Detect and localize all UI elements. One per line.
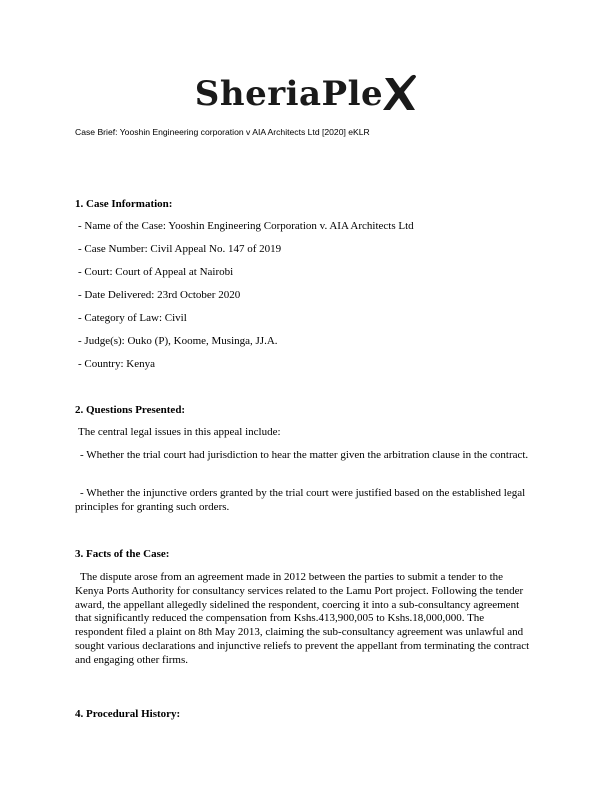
logo-wordmark: SheriaPle — [194, 74, 384, 114]
question-jurisdiction: - Whether the trial court had jurisdiction to hear the matter given the arbitration clause in the contract. — [80, 449, 529, 461]
section-heading-case-information: 1. Case Information: — [75, 198, 173, 210]
case-info-country: - Country: Kenya — [78, 358, 155, 370]
questions-intro: The central legal issues in this appeal include: — [78, 426, 281, 438]
section-heading-procedural-history: 4. Procedural History: — [75, 708, 181, 720]
case-info-judges: - Judge(s): Ouko (P), Koome, Musinga, JJ.A. — [78, 335, 278, 347]
logo-x-mark-icon — [381, 74, 417, 112]
case-brief-title: Case Brief: Yooshin Engineering corporation v AIA Architects Ltd [2020] eKLR — [75, 127, 370, 137]
case-info-category: - Category of Law: Civil — [78, 312, 187, 324]
facts-body: The dispute arose from an agreement made in 2012 between the parties to submit a tender to the Kenya Ports Authority for consultancy services related to the Lamu Port project. Following the tender award, the appellant allegedly sidelined the respondent, coercing it into a sub-consultancy agreement that significantly reduced the compensation from Kshs.413,900,005 to Kshs.18,000,000. The respondent filed a plaint on 8th May 2013, claiming the sub-consultancy agreement was unlawful and sought various declarations and injunctive reliefs to prevent the appellant from terminating the contract and engaging other firms. — [75, 571, 530, 666]
sheriaplex-logo — [0, 74, 612, 118]
case-info-number: - Case Number: Civil Appeal No. 147 of 2019 — [78, 243, 282, 255]
section-heading-facts: 3. Facts of the Case: — [75, 548, 170, 560]
case-info-name: - Name of the Case: Yooshin Engineering Corporation v. AIA Architects Ltd — [78, 220, 414, 232]
section-heading-questions-presented: 2. Questions Presented: — [75, 404, 186, 416]
case-info-court: - Court: Court of Appeal at Nairobi — [78, 266, 234, 278]
case-info-date: - Date Delivered: 23rd October 2020 — [78, 289, 241, 301]
question-injunctive-orders: - Whether the injunctive orders granted by the trial court were justified based on the established legal principles for granting such orders. — [75, 487, 526, 513]
